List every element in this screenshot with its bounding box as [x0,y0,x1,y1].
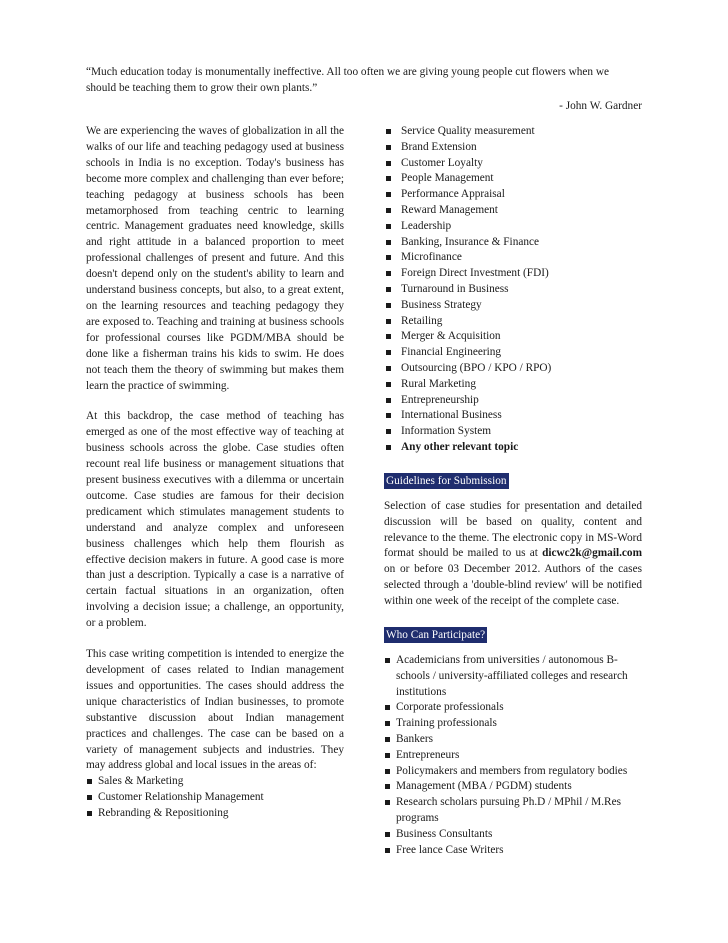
list-item: Sales & Marketing [86,774,344,790]
list-item: Entrepreneurs [384,748,642,764]
list-item: People Management [384,171,642,187]
list-item: International Business [384,408,642,424]
list-item: Business Consultants [384,827,642,843]
list-item: Management (MBA / PGDM) students [384,779,642,795]
list-item: Reward Management [384,203,642,219]
competition-paragraph: This case writing competition is intended to energize the development of cases related to Indian management issues and opportunities. The cases should address the unique characteristics of Indian businesses, to promote substantive discussion about Indian management practices and challenges. The case can be based on a variety of management subjects and industries. They may address global and local issues in the areas of: [86,648,344,772]
left-column [86,124,344,822]
guidelines-paragraph [384,499,642,610]
list-item: Academicians from universities / autonomous B-schools / university-affiliated colleges and research institutions [384,653,642,700]
list-item: Banking, Insurance & Finance [384,235,642,251]
list-item: Bankers [384,732,642,748]
list-item: Microfinance [384,250,642,266]
submission-email-link[interactable]: dicwc2k@gmail.com [542,547,642,560]
list-item: Merger & Acquisition [384,329,642,345]
list-item-other-topic: Any other relevant topic [384,440,642,456]
list-item: Financial Engineering [384,345,642,361]
participate-heading: Who Can Participate? [386,629,486,642]
guidelines-text: Selection of case studies for presentation and detailed discussion will be based on quality, content and relevance to the theme. The electronic copy in MS-Word format should be mailed to us at [384,499,642,560]
list-item: Foreign Direct Investment (FDI) [384,266,642,282]
list-item: Policymakers and members from regulatory bodies [384,764,642,780]
guidelines-heading: Guidelines for Submission [386,474,507,487]
list-item: Retailing [384,314,642,330]
list-item: Corporate professionals [384,700,642,716]
list-item: Brand Extension [384,140,642,156]
list-item: Business Strategy [384,298,642,314]
list-item: Performance Appraisal [384,187,642,203]
areas-list [86,774,344,821]
list-item: Service Quality measurement [384,124,642,140]
intro-paragraph: We are experiencing the waves of globalization in all the walks of our life and teaching pedagogy used at business schools in India is no exception. Today's business has become more complex and challenging than ever before; teaching pedagogy at business schools has been metamorphosed from teaching centric to learning centric. Management graduates need knowledge, skills and right attitude in a balanced proportion to meet professional challenges of present and future. And this doesn't depend only on the student's ability to learn and understand business concepts, but also, to a great extent, on the learning resources and teaching pedagogy they are exposed to. Teaching and training at business schools for professional courses like PGDM/MBA should be done like a fisherman trains his kids to swim. He does not teach them the theory of swimming but makes them learn the practice of swimming. [86,125,344,392]
list-item: Leadership [384,219,642,235]
list-item: Turnaround in Business [384,282,642,298]
list-item: Customer Loyalty [384,156,642,172]
participants-list [384,653,642,858]
list-item: Customer Relationship Management [86,790,344,806]
quote-author: - John W. Gardner [559,100,642,112]
topics-list [384,124,642,456]
list-item: Rebranding & Repositioning [86,806,344,822]
list-item: Rural Marketing [384,377,642,393]
guidelines-text-cont: on or before 03 December 2012. Authors of the cases selected through a 'double-blind review' will be notified within one week of the receipt of the complete case. [384,563,642,608]
list-item: Research scholars pursuing Ph.D / MPhil / M.Res programs [384,795,642,827]
list-item: Entrepreneurship [384,393,642,409]
document-page [86,64,642,856]
list-item: Training professionals [384,716,642,732]
right-column [384,124,642,858]
case-method-paragraph: At this backdrop, the case method of teaching has emerged as one of the most effective way of teaching at business schools across the globe. Case studies often recount real life business or management situations that present business executives with a dilemma or uncertain outcome. Case studies are famous for their decision predicament which stimulates management students to understand and analyze complex and unforeseen business challenges which help them flourish as effective decision makers in future. A good case is more than just a description. Typically a case is a narrative of certain factual situations in an organization, often involving a decision issue; a challenge, an opportunity, or a problem. [86,410,344,630]
opening-quote: “Much education today is monumentally ineffective. All too often we are giving young people cut flowers when we should be teaching them to grow their own plants.” [86,66,610,94]
list-item: Outsourcing (BPO / KPO / RPO) [384,361,642,377]
list-item: Free lance Case Writers [384,843,642,859]
list-item: Information System [384,424,642,440]
